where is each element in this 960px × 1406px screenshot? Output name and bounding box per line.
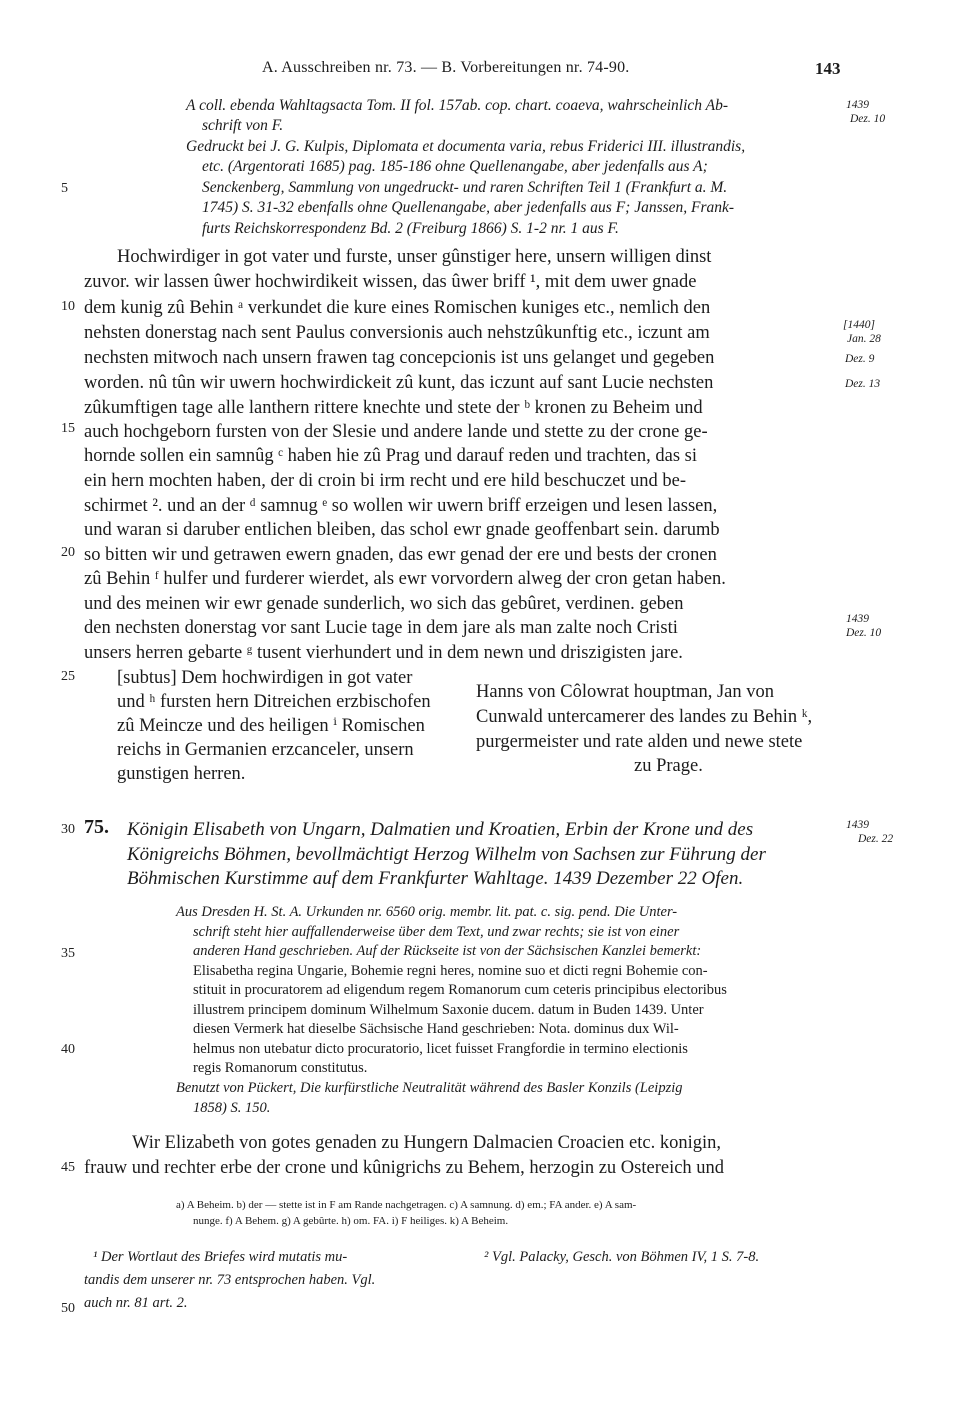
margin-year: 1439: [846, 819, 869, 831]
margin-date: Jan. 28: [847, 333, 881, 345]
margin-year: 1439: [846, 613, 869, 625]
body-line: und des meinen wir ewr genade sunderlich, wo sich das gebûret, verdinen. geben: [84, 594, 684, 614]
body-line: schirmet ². und an der ᵈ samnug ᵉ so wollen wir uwern briff erzeigen und lesen lassen,: [84, 496, 718, 516]
address-left-line: und ʰ fursten hern Ditreichen erzbischofen: [117, 692, 431, 712]
section-note-line: Elisabetha regina Ungarie, Bohemie regni heres, nomine suo et dicti regni Bohemie con-: [193, 963, 708, 979]
section-number: 75.: [84, 816, 109, 838]
margin-date-note: [846, 612, 881, 640]
variant-readings-line: nunge. f) A Behem. g) A gebûrte. h) om. FA. i) F heiliges. k) A Beheim.: [193, 1215, 509, 1227]
source-line: etc. (Argentorati 1685) pag. 185-186 ohne Quellenangabe, aber jedenfalls aus A;: [202, 158, 708, 175]
body-line: unsers herren gebarte ᵍ tusent vierhundert und in dem newn und driszigisten jare.: [84, 643, 683, 663]
body-line: zû Behin ᶠ hulfer und furderer wierdet, als ewr vorvordern alweg der cron getan haben.: [84, 569, 726, 589]
margin-date: Dez. 10: [846, 627, 882, 639]
section-note-line: regis Romanorum constitutus.: [193, 1060, 368, 1076]
section-heading-line: Böhmischen Kurstimme auf dem Frankfurter Wahltage. 1439 Dezember 22 Ofen.: [127, 868, 744, 889]
margin-date-note: [845, 377, 880, 391]
address-left-line: zû Meincze und des heiligen ⁱ Romischen: [117, 716, 425, 736]
section-note-line: anderen Hand geschrieben. Auf der Rückseite ist von der Sächsischen Kanzlei bemerkt:: [193, 943, 702, 959]
body-line: Hochwirdiger in got vater und furste, unser gûnstiger here, unsern willigen dinst: [117, 247, 712, 267]
section-heading-line: Königreichs Böhmen, bevollmächtigt Herzog Wilhelm von Sachsen zur Führung der: [127, 844, 766, 865]
margin-date: Dez. 13: [845, 378, 881, 390]
margin-date-note: [845, 352, 874, 366]
section-heading-line: Königin Elisabeth von Ungarn, Dalmatien und Kroatien, Erbin der Krone und des: [127, 819, 754, 840]
margin-year: [1440]: [843, 319, 875, 331]
body-line: den nechsten donerstag vor sant Lucie tage in dem jare als man zalte noch Cristi: [84, 618, 678, 638]
body-line: zûkumftigen tage alle lanthern rittere knechte und stete der ᵇ kronen zu Beheim und: [84, 398, 703, 418]
address-right-line: zu Prage.: [634, 756, 703, 776]
margin-year: 1439: [846, 99, 869, 111]
section-note-line: 1858) S. 150.: [193, 1100, 271, 1116]
margin-date: Dez. 9: [845, 353, 875, 365]
address-right-line: Cunwald untercamerer des landes zu Behin ᵏ,: [476, 707, 813, 727]
line-number: 10: [61, 299, 75, 314]
section-note-line: schrift steht hier auffallenderweise über dem Text, und zwar rechts; sie ist von einer: [193, 924, 680, 940]
line-number: 20: [61, 545, 75, 560]
address-left-line: reichs in Germanien erzcanceler, unsern: [117, 740, 414, 760]
margin-date-note: [846, 98, 885, 126]
margin-date-note: [843, 318, 881, 346]
source-line: 1745) S. 31-32 ebenfalls ohne Quellenangabe, aber jedenfalls aus F; Janssen, Frank-: [202, 199, 735, 216]
margin-date-note: [846, 818, 893, 846]
line-number: 50: [61, 1301, 75, 1316]
section-body-line: frauw und rechter erbe der crone und kûnigrichs zu Behem, herzogin zu Ostereich und: [84, 1158, 725, 1178]
source-line: Senckenberg, Sammlung von ungedruckt- und raren Schriften Teil 1 (Frankfurt a. M.: [202, 179, 728, 196]
source-line: schrift von F.: [202, 117, 284, 134]
address-right-line: purgermeister und rate alden und newe stete: [476, 732, 803, 752]
source-line: A coll. ebenda Wahltagsacta Tom. II fol. 157ab. cop. chart. coaeva, wahrscheinlich Ab-: [186, 97, 729, 114]
line-number: 30: [61, 822, 75, 837]
body-line: hornde sollen ein samnûg ᶜ haben hie zû Prag und darauf reden und trachten, das si: [84, 446, 697, 466]
address-left-line: gunstigen herren.: [117, 764, 246, 784]
margin-date: Dez. 10: [850, 113, 886, 125]
running-title: A. Ausschreiben nr. 73. — B. Vorbereitungen nr. 74-90.: [262, 59, 630, 76]
footnote-line: tandis dem unserer nr. 73 entsprochen haben. Vgl.: [84, 1272, 376, 1288]
line-number: 40: [61, 1042, 75, 1057]
section-note-line: Aus Dresden H. St. A. Urkunden nr. 6560 orig. membr. lit. pat. c. sig. pend. Die Unter-: [176, 904, 678, 920]
section-body-line: Wir Elizabeth von gotes genaden zu Hungern Dalmacien Croacien etc. konigin,: [132, 1133, 721, 1153]
address-right-line: Hanns von Côlowrat houptman, Jan von: [476, 682, 775, 702]
body-line: so bitten wir und getrawen ewern gnaden, das ewr genad der ere und bests der cronen: [84, 545, 717, 565]
section-note-line: illustrem principem dominum Wilhelmum Saxonie ducem. datum in Buden 1439. Unter: [193, 1002, 704, 1018]
section-note-line: stituit in procuratorem ad eligendum regem Romanorum cum ceteris principibus electoribus: [193, 982, 727, 998]
footnote-line: auch nr. 81 art. 2.: [84, 1295, 188, 1311]
line-number: 45: [61, 1160, 75, 1175]
body-line: auch hochgeborn fursten von der Slesie und andere lande und stette zu der crone ge-: [84, 422, 708, 442]
margin-date: Dez. 22: [858, 833, 894, 845]
page-number: 143: [815, 59, 841, 78]
footnote-line: ² Vgl. Palacky, Gesch. von Böhmen IV, 1 S. 7-8.: [484, 1249, 760, 1265]
address-left-line: [subtus] Dem hochwirdigen in got vater: [117, 668, 413, 688]
line-number: 5: [61, 181, 68, 196]
variant-readings-line: a) A Beheim. b) der — stette ist in F am Rande nachgetragen. c) A samnung. d) em.; FA ander. e) A sam-: [176, 1199, 637, 1211]
section-note-line: diesen Vermerk hat dieselbe Sächsische Hand geschrieben: Nota. dominus dux Wil-: [193, 1021, 679, 1037]
body-line: nehsten donerstag nach sent Paulus conversionis auch nehstzûkunftig etc., iczunt am: [84, 323, 710, 343]
line-number: 35: [61, 946, 75, 961]
body-line: zuvor. wir lassen ûwer hochwirdikeit wissen, das ûwer briff ¹, mit dem uwer gnade: [84, 272, 697, 292]
section-note-line: helmus non utebatur dicto procuratorio, licet fuisset Frangfordie in termino electionis: [193, 1041, 688, 1057]
body-line: worden. nû tûn wir uwern hochwirdickeit zû kunt, das iczunt auf sant Lucie nechsten: [84, 373, 714, 393]
body-line: dem kunig zû Behin ᵃ verkundet die kure eines Romischen kuniges etc., nemlich den: [84, 298, 711, 318]
body-line: und waran si daruber entlichen bleiben, das schol ewr gnade geoffenbart sein. darumb: [84, 520, 720, 540]
source-line: Gedruckt bei J. G. Kulpis, Diplomata et documenta varia, rebus Friderici III. illustrandis,: [186, 138, 746, 155]
source-line: furts Reichskorrespondenz Bd. 2 (Freiburg 1866) S. 1-2 nr. 1 aus F.: [202, 220, 619, 237]
body-line: nechsten mitwoch nach unsern frawen tag concepcionis ist uns gelanget und gegeben: [84, 348, 715, 368]
footnote-line: ¹ Der Wortlaut des Briefes wird mutatis mu-: [93, 1249, 348, 1265]
line-number: 15: [61, 421, 75, 436]
body-line: ein hern mochten haben, der di croin bi irm recht und ere hild beschuczet und be-: [84, 471, 687, 491]
line-number: 25: [61, 669, 75, 684]
section-note-line: Benutzt von Pückert, Die kurfürstliche Neutralität während des Basler Konzils (Leipzig: [176, 1080, 683, 1096]
